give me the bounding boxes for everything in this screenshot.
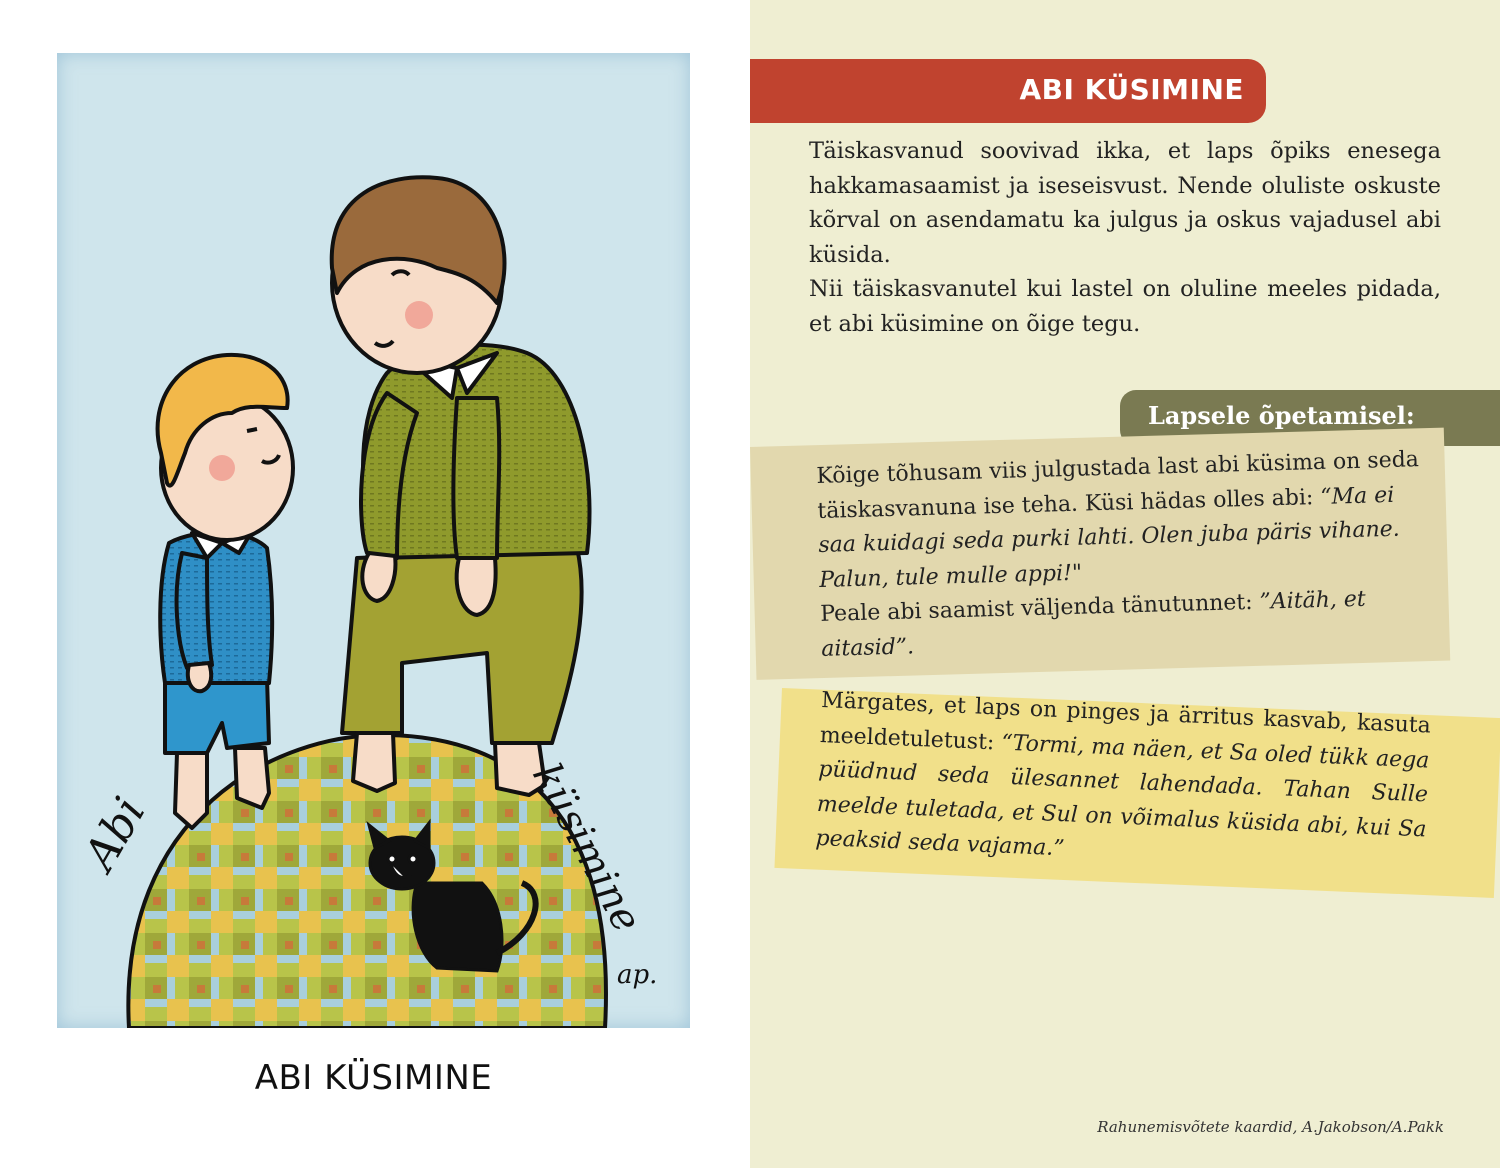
tip-note-1-quote-b: ”Aitäh, et aitasid”. <box>820 586 1367 662</box>
title-banner <box>750 59 1266 123</box>
tip-note-2-quote-a: “Tormi, ma näen, et Sa oled tükk aega püüdnud seda ülesannet lahendada. Tahan Sulle meelde tuletada, et Sul on võimalus küsida abi, kui Sa peaksid seda vajama.” <box>815 730 1430 862</box>
intro-paragraph-2: Nii täiskasvanutel kui lastel on oluline meeles pidada, et abi küsimine on õige tegu. <box>809 276 1441 337</box>
tip-note-1-text-b: Peale abi saamist väljenda tänutunnet: <box>819 589 1260 627</box>
artist-signature: ap. <box>617 960 658 990</box>
script-right: küsimine <box>523 756 650 940</box>
intro-paragraph-1: Täiskasvanud soovivad ikka, et laps õpiks enesega hakkamasaamist ja iseseisvust. Nende oluliste oskuste kõrval on asendamatu ka julgus ja oskus vajadusel abi küsida. <box>809 138 1441 268</box>
footer-credit: Rahunemisvõtete kaardid, A.Jakobson/A.Pakk <box>1097 1118 1444 1136</box>
older-boy <box>332 177 590 795</box>
intro-text <box>809 134 1441 341</box>
text-panel <box>750 0 1500 1168</box>
tip-note-2 <box>815 684 1432 882</box>
illustration <box>57 53 690 1028</box>
tip-note-1-text-a: Kõige tõhusam viis julgustada last abi küsima on seda täiskasvanuna ise teha. Küsi hädas olles abi: <box>816 447 1420 524</box>
tip-note-2-text-a: Märgates, et laps on pinges ja ärritus kasvab, kasuta meeldetuletust: <box>819 687 1432 756</box>
card-caption: ABI KÜSIMINE <box>254 1058 493 1098</box>
illustration-drawing <box>57 53 690 1028</box>
section-title: Lapsele õpetamisel: <box>1148 401 1415 430</box>
tip-note-1 <box>816 443 1432 667</box>
card-title: ABI KÜSIMINE <box>1019 73 1244 106</box>
script-left: Abi <box>74 788 156 879</box>
tip-note-1-quote-a: “Ma ei saa kuidagi seda purki lahti. Olen juba päris vihane. Palun, tule mulle appi!" <box>818 482 1401 593</box>
younger-boy <box>158 355 293 828</box>
